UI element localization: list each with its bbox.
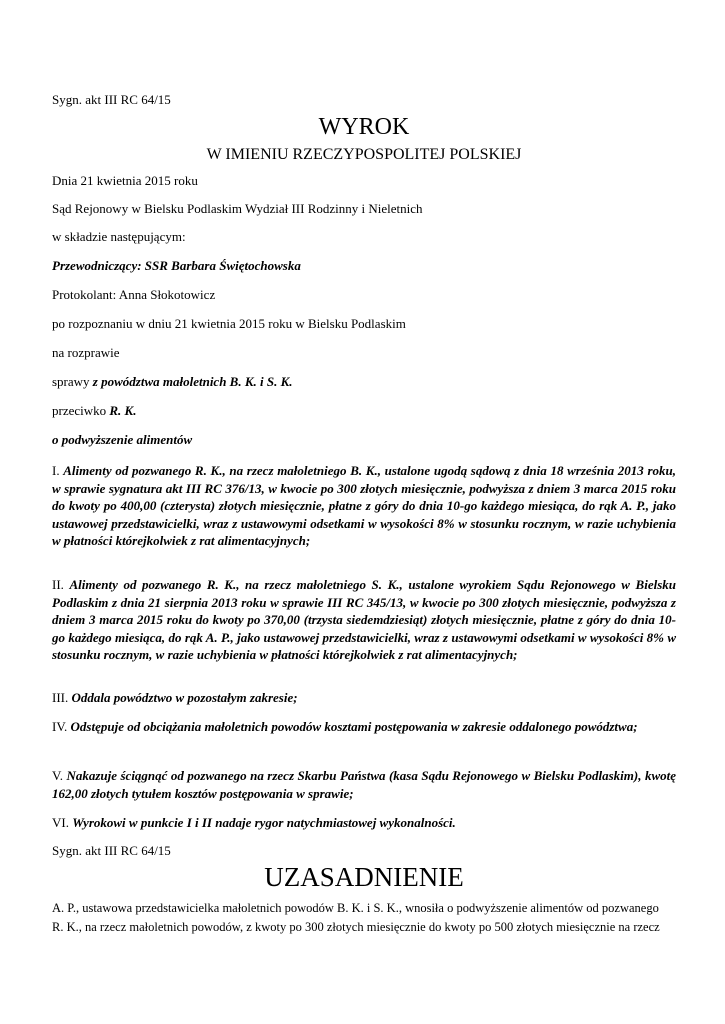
ruling-item [52,767,676,802]
presiding-judge: Przewodniczący: SSR Barbara Świętochowska [52,258,301,273]
ruling-number: II. [52,577,70,592]
ruling-text: Oddala powództwo w pozostałym zakresie; [71,690,298,705]
hearing-info: po rozpoznaniu w dniu 21 kwietnia 2015 roku w Bielsku Podlaskim [52,316,406,331]
judgment-date: Dnia 21 kwietnia 2015 roku [52,173,198,188]
trial-label: na rozprawie [52,345,120,360]
case-signature-bottom: Sygn. akt III RC 64/15 [52,843,171,858]
ruling-item [52,718,676,736]
ruling-text: Wyrokowi w punkcie I i II nadaje rygor natychmiastowej wykonalności. [72,815,456,830]
justification-title: UZASADNIENIE [264,862,464,892]
composition-label: w składzie następującym: [52,229,186,244]
defendant: R. K. [109,403,137,418]
ruling-item [52,814,676,832]
ruling-item [52,462,676,550]
case-subject: o podwyższenie alimentów [52,432,193,447]
justification-line: R. K., na rzecz małoletnich powodów, z kwoty po 300 złotych miesięcznie do kwoty po 500 złotych miesięcznie na rzecz [52,920,660,934]
court-name: Sąd Rejonowy w Bielsku Podlaskim Wydział III Rodzinny i Nieletnich [52,201,423,216]
ruling-number: I. [52,463,64,478]
ruling-item [52,576,676,664]
clerk-name: Protokolant: Anna Słokotowicz [52,287,216,302]
judgment-subtitle: W IMIENIU RZECZYPOSPOLITEJ POLSKIEJ [206,146,522,163]
judgment-title: WYROK [318,114,410,140]
ruling-number: IV. [52,719,71,734]
ruling-number: V. [52,768,67,783]
plaintiffs: z powództwa małoletnich B. K. i S. K. [92,374,293,389]
ruling-text: Alimenty od pozwanego R. K., na rzecz małoletniego S. K., ustalone wyrokiem Sądu Rejonowego w Bielsku Podlaskim z dnia 21 sierpnia 2013 roku w sprawie III RC 345/13, w kwocie po 300 złotych miesięcznie, podwyższa z dniem 3 marca 2015 roku do kwoty po 370,00 (trzysta siedemdziesiąt) złotych miesięcznie, płatne z góry do dnia 10-go każdego miesiąca, do rąk A. P., jako ustawowej przedstawicielki, wraz z ustawowymi odsetkami w wysokości 8% w stosunku rocznym, w razie uchybienia w płatności którejkolwiek z rat alimentacyjnych; [52,577,676,662]
ruling-item [52,689,676,707]
case-prefix: sprawy [52,374,93,389]
ruling-number: III. [52,690,72,705]
ruling-text: Nakazuje ściągnąć od pozwanego na rzecz Skarbu Państwa (kasa Sądu Rejonowego w Bielsku Podlaskim), kwotę 162,00 złotych tytułem kosztów postępowania w sprawie; [52,768,677,801]
ruling-text: Odstępuje od obciążania małoletnich powodów kosztami postępowania w zakresie oddalonego powództwa; [70,719,638,734]
ruling-text: Alimenty od pozwanego R. K., na rzecz małoletniego B. K., ustalone ugodą sądową z dnia 18 września 2013 roku, w sprawie sygnatura akt III RC 376/13, w kwocie po 300 złotych miesięcznie, podwyższa z dniem 3 marca 2015 roku do kwoty po 400,00 (czterysta) złotych miesięcznie, płatne z góry do dnia 10-go każdego miesiąca, do rąk A. P., jako ustawowej przedstawicielki, wraz z ustawowymi odsetkami w wysokości 8% w stosunku rocznym, w razie uchybienia w płatności którejkolwiek z rat alimentacyjnych; [52,463,676,548]
against-prefix: przeciwko [52,403,110,418]
ruling-number: VI. [52,815,73,830]
case-signature-top: Sygn. akt III RC 64/15 [52,92,171,107]
justification-line: A. P., ustawowa przedstawicielka małoletnich powodów B. K. i S. K., wnosiła o podwyższenie alimentów od pozwanego [52,901,659,915]
against-line [52,403,136,419]
case-line [52,374,293,390]
